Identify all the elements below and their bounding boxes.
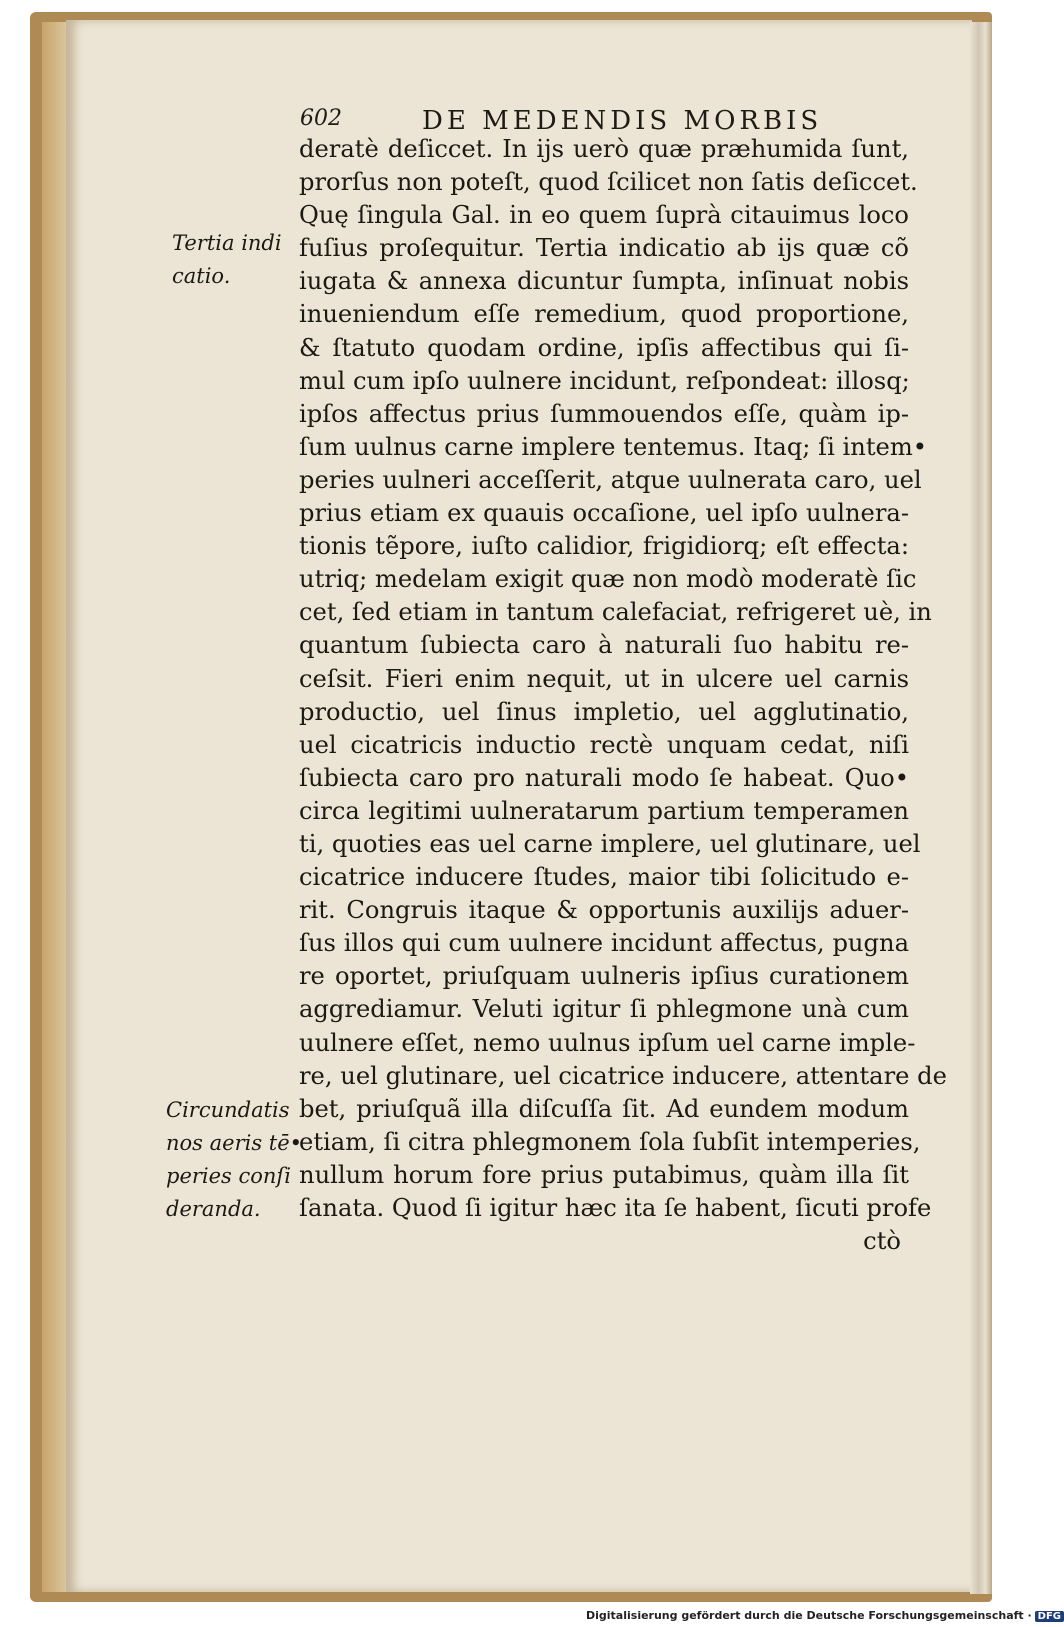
text-line: deratè deſiccet. In ijs uerò quæ præhumida ſunt, bbox=[299, 135, 909, 163]
text-line: nullum horum fore prius putabimus, quàm illa ſit bbox=[299, 1160, 909, 1189]
marginal-note-circundatis bbox=[166, 1094, 302, 1226]
text-line: iugata & annexa dicuntur ſumpta, inſinuat nobis bbox=[299, 267, 909, 296]
text-line: mul cum ipſo uulnere incidunt, reſpondeat: illosq; bbox=[299, 366, 910, 395]
text-line: peries uulneri acceſſerit, atque uulnerata caro, uel bbox=[299, 465, 922, 494]
text-line: utriq; medelam exigit quæ non modò moderatè ſic bbox=[299, 565, 917, 594]
text-line: ſubiecta caro pro naturali modo ſe habeat. Quo• bbox=[299, 763, 909, 792]
text-line: uulnere eſſet, nemo uulnus ipſum uel carne imple- bbox=[299, 1028, 916, 1057]
marginal-line: catio. bbox=[172, 264, 231, 288]
text-line: & ſtatuto quodam ordine, ipſis affectibus qui ſi- bbox=[299, 333, 909, 362]
marginal-line: nos aeris tē• bbox=[166, 1131, 303, 1155]
text-line: ſus illos qui cum uulnere incidunt affectus, pugna bbox=[299, 929, 909, 958]
text-line: Quę ſingula Gal. in eo quem ſuprà citauimus loco bbox=[299, 201, 909, 230]
text-line: rit. Congruis itaque & opportunis auxilijs aduer- bbox=[299, 896, 909, 925]
text-line: inueniendum eſſe remedium, quod proportione, bbox=[299, 300, 909, 329]
text-line: cicatrice inducere ſtudes, maior tibi ſolicitudo e- bbox=[299, 863, 909, 892]
text-line: aggrediamur. Veluti igitur ſi phlegmone unà cum bbox=[299, 995, 909, 1024]
body-text bbox=[299, 133, 947, 1258]
catchword: ctò bbox=[863, 1227, 901, 1256]
page-fore-edge bbox=[970, 22, 992, 1594]
text-line: ipſos affectus prius ſummouendos eſſe, quàm ip- bbox=[299, 399, 909, 428]
credit-text: Digitalisierung gefördert durch die Deutsche Forschungsgemeinschaft · bbox=[586, 1609, 1032, 1622]
text-line: circa legitimi uulneratarum partium temperamen bbox=[299, 796, 909, 825]
marginal-line: peries conſi bbox=[166, 1164, 291, 1188]
text-line: ſum uulnus carne implere tentemus. Itaq; ſi intem• bbox=[299, 432, 928, 461]
running-head: DE MEDENDIS MORBIS bbox=[422, 106, 823, 136]
text-line: tionis tẽpore, iuſto calidior, frigidiorq; eſt effecta: bbox=[299, 532, 909, 561]
text-line: productio, uel ſinus impletio, uel agglutinatio, bbox=[299, 697, 909, 726]
text-line: re, uel glutinare, uel cicatrice inducere, attentare de bbox=[299, 1061, 947, 1090]
text-line: fuſius proſequitur. Tertia indicatio ab ijs quæ cõ bbox=[299, 234, 909, 263]
dfg-logo: DFG bbox=[1035, 1611, 1064, 1622]
text-line: ceſsit. Fieri enim nequit, ut in ulcere uel carnis bbox=[299, 664, 909, 693]
marginal-line: deranda. bbox=[166, 1197, 261, 1221]
text-line: prorſus non poteſt, quod ſcilicet non ſatis deſiccet. bbox=[299, 168, 918, 197]
text-line: re oportet, priuſquam uulneris ipſius curationem bbox=[299, 962, 909, 991]
page-number: 602 bbox=[300, 106, 342, 131]
digitization-credit bbox=[586, 1609, 1064, 1622]
text-line: bet, priuſquã illa diſcuſſa ſit. Ad eundem modum bbox=[299, 1094, 909, 1123]
text-line: ſanata. Quod ſi igitur hæc ita ſe habent, ſicuti profe bbox=[299, 1194, 932, 1222]
text-line: etiam, ſi citra phlegmonem ſola ſubſit intemperies, bbox=[299, 1127, 921, 1156]
text-line: cet, ſed etiam in tantum calefaciat, refrigeret uè, in bbox=[299, 598, 932, 627]
text-line: uel cicatricis inductio rectè unquam cedat, niſi bbox=[299, 730, 909, 759]
marginal-line: Circundatis bbox=[166, 1098, 290, 1122]
text-line: prius etiam ex quauis occaſione, uel ipſo uulnera- bbox=[299, 499, 909, 528]
text-line: quantum ſubiecta caro à naturali ſuo habitu re- bbox=[299, 631, 909, 660]
marginal-note-tertia bbox=[172, 227, 282, 293]
page-gutter-shadow bbox=[42, 22, 68, 1592]
text-line: ti, quoties eas uel carne implere, uel glutinare, uel bbox=[299, 829, 921, 858]
marginal-line: Tertia indi bbox=[172, 231, 282, 255]
